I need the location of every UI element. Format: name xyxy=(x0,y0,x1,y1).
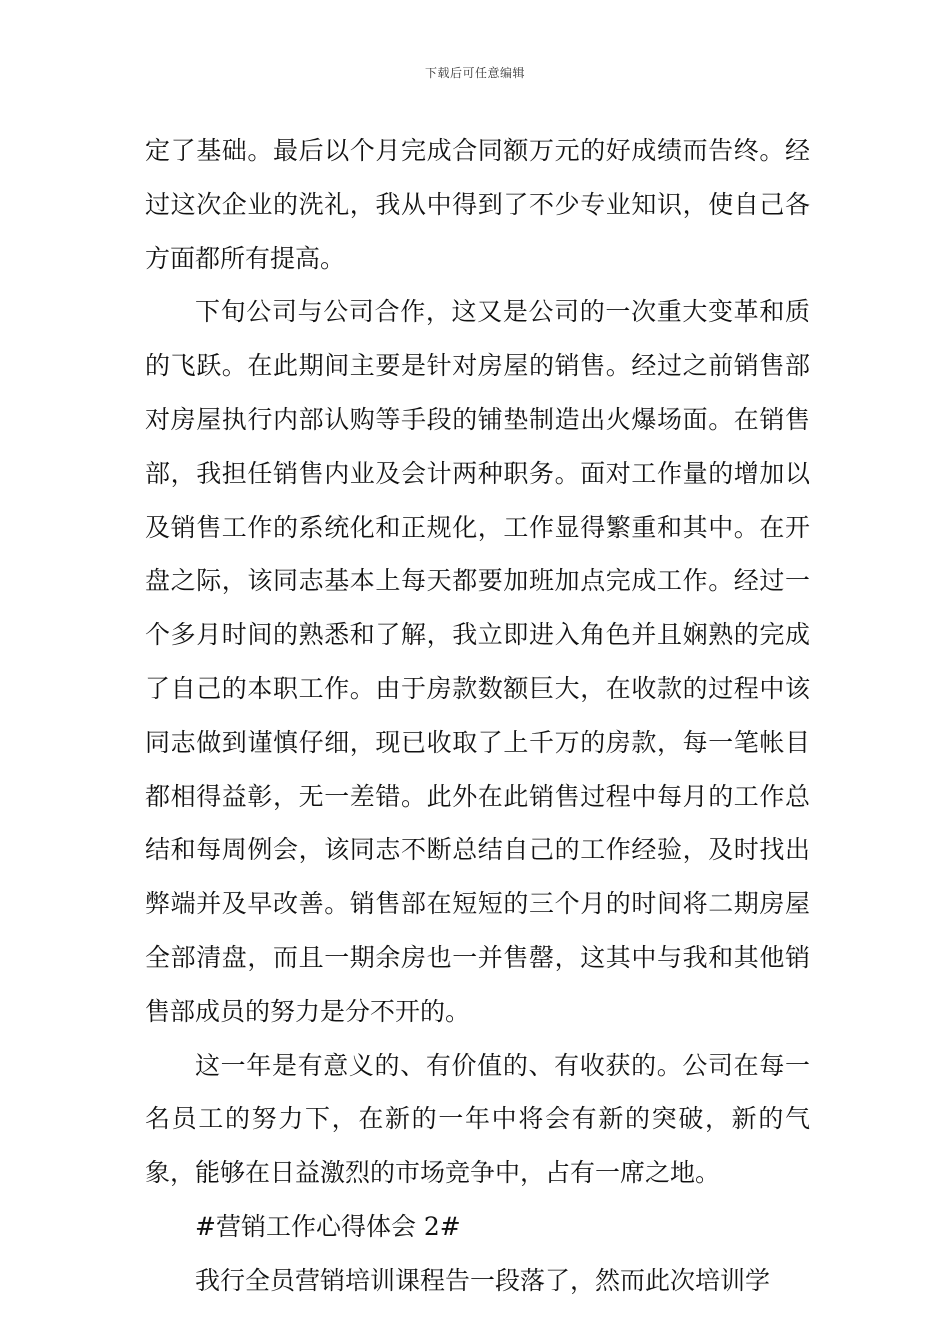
section-heading: #营销工作心得体会 2# xyxy=(195,1211,461,1241)
paragraph-2: 下旬公司与公司合作，这又是公司的一次重大变革和质的飞跃。在此期间主要是针对房屋的销售。经过之前销售部对房屋执行内部认购等手段的铺垫制造出火爆场面。在销售部，我担任销售内业及会计两种职务。面对工作量的增加以及销售工作的系统化和正规化，工作显得繁重和其中。在开盘之际，该同志基本上每天都要加班加点完成工作。经过一个多月时间的熟悉和了解，我立即进入角色并且娴熟的完成了自己的本职工作。由于房款数额巨大，在收款的过程中该同志做到谨慎仔细，现已收取了上千万的房款，每一笔帐目都相得益彰，无一差错。此外在此销售过程中每月的工作总结和每周例会，该同志不断总结自己的工作经验，及时找出弊端并及早改善。销售部在短短的三个月的时间将二期房屋全部清盘，而且一期余房也一并售罄，这其中与我和其他销售部成员的努力是分不开的。 xyxy=(145,297,810,1026)
paragraph-1: 定了基础。最后以个月完成合同额万元的好成绩而告终。经过这次企业的洗礼，我从中得到了不少专业知识，使自己各方面都所有提高。 xyxy=(145,136,810,273)
paragraph-3: 这一年是有意义的、有价值的、有收获的。公司在每一名员工的努力下，在新的一年中将会有新的突破，新的气象，能够在日益激烈的市场竞争中，占有一席之地。 xyxy=(145,1050,810,1188)
paragraph-4: 我行全员营销培训课程告一段落了，然而此次培训学 xyxy=(195,1265,771,1295)
document-body xyxy=(145,124,810,1308)
header-note: 下载后可任意编辑 xyxy=(424,66,525,80)
